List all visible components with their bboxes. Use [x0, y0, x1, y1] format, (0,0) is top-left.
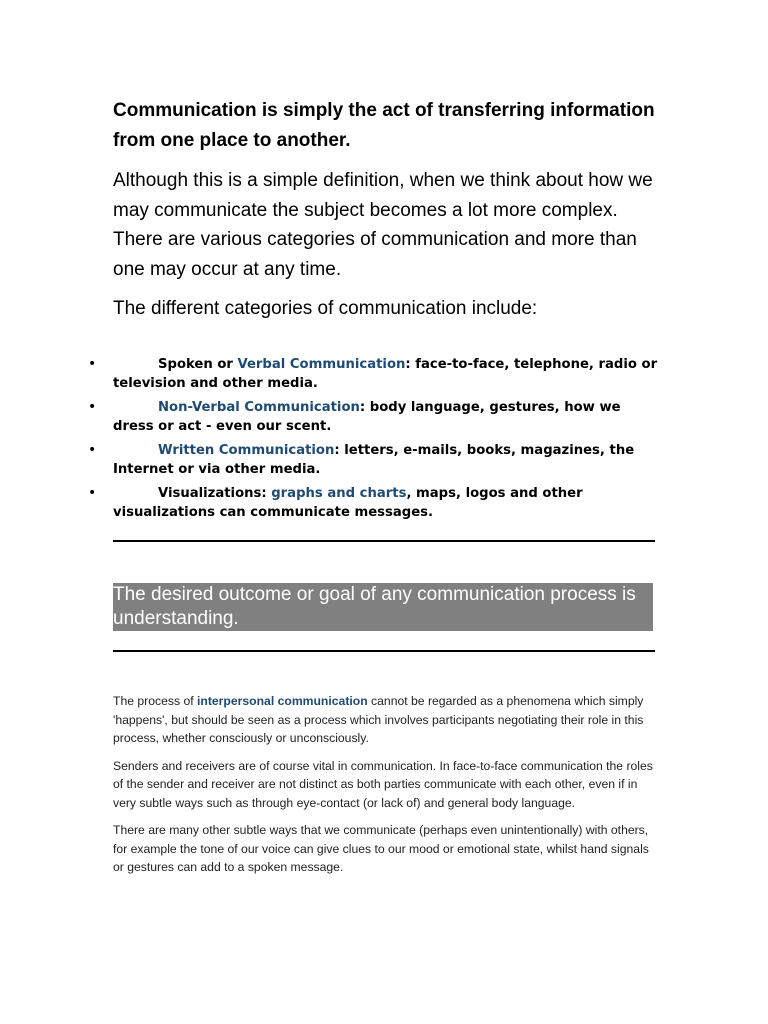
category-description: : body language, gestures, how we dress or act - even our scent.	[113, 400, 621, 434]
intro-section	[113, 96, 658, 324]
bullet-icon: •	[88, 356, 97, 372]
paragraph-prefix: The process of	[113, 694, 197, 708]
bullet-icon: •	[88, 485, 97, 501]
list-item	[0, 355, 768, 393]
list-item	[0, 484, 768, 522]
list-item	[0, 398, 768, 436]
category-prefix: Spoken or	[158, 357, 238, 372]
subtle-ways-paragraph: There are many other subtle ways that we communicate (perhaps even unintentionally) with others, for example the tone of our voice can give clues to our mood or emotional state, whilst hand signals or gestures can add to a spoken message.	[113, 823, 649, 874]
non-verbal-communication-link[interactable]: Non-Verbal Communication	[158, 400, 360, 415]
verbal-communication-link[interactable]: Verbal Communication	[237, 357, 406, 372]
body-section	[113, 692, 653, 886]
list-item	[0, 441, 768, 479]
written-communication-link[interactable]: Written Communication	[158, 443, 335, 458]
senders-receivers-paragraph: Senders and receivers are of course vital in communication. In face-to-face communication the roles of the sender and receiver are not distinct as both parties communicate with each other, even if in very subtle ways such as through eye-contact (or lack of) and general body language.	[113, 758, 653, 810]
paragraph-suffix: cannot be regarded as a phenomena which simply 'happens', but should be seen as a process which involves participants negotiating their role in this process, whether consciously or unconsciously.	[113, 694, 644, 745]
categories-intro: The different categories of communication include:	[113, 298, 538, 319]
highlight-box	[113, 583, 653, 631]
graphs-and-charts-link[interactable]: graphs and charts	[271, 486, 407, 501]
divider-top	[113, 540, 655, 542]
bullet-icon: •	[88, 442, 97, 458]
definition-paragraph: Although this is a simple definition, when we think about how we may communicate the subject becomes a lot more complex. There are various categories of communication and more than one may occur at any time.	[113, 170, 653, 280]
divider-bottom	[113, 650, 655, 652]
bullet-icon: •	[88, 399, 97, 415]
category-prefix: Visualizations:	[158, 486, 272, 501]
interpersonal-communication-link[interactable]: interpersonal communication	[197, 694, 368, 708]
category-description: , maps, logos and other visualizations can communicate messages.	[113, 486, 583, 520]
category-description: : face-to-face, telephone, radio or television and other media.	[113, 357, 658, 391]
category-description: : letters, e-mails, books, magazines, the Internet or via other media.	[113, 443, 635, 477]
lead-statement: Communication is simply the act of transferring information from one place to another.	[113, 100, 655, 151]
interpersonal-paragraph	[113, 692, 653, 748]
categories-list	[0, 355, 768, 527]
highlight-text: The desired outcome or goal of any communication process is understanding.	[113, 584, 636, 629]
